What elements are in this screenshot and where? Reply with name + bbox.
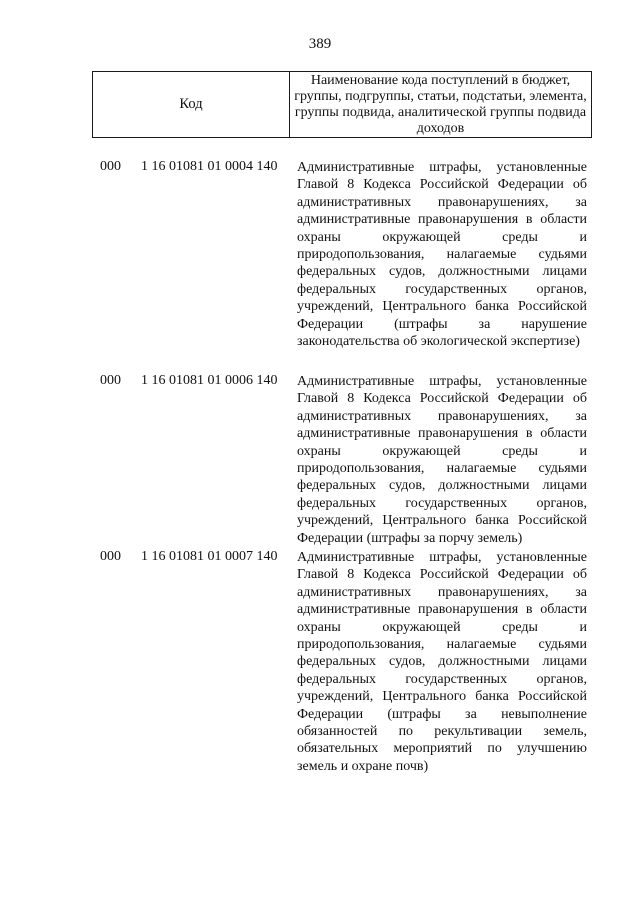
- revenue-description: Административные штрафы, установленные Главой 8 Кодекса Российской Федерации об административных правонарушениях, за административные правонарушения в области охраны окружающей среды и природопользования, налагаемые судьями федеральных судов, должностными лицами федеральных государственных органов, учреждений, Центрального банка Российской Федерации (штрафы за невыполнение обязанностей по рекультивации земель, обязательных мероприятий по улучшению земель и охране почв): [297, 550, 587, 774]
- admin-code: 000: [100, 159, 121, 174]
- revenue-code: 1 16 01081 01 0004 140: [141, 159, 278, 174]
- code-column-header: Код: [93, 72, 290, 137]
- name-column-header: Наименование кода поступлений в бюджет, группы, подгруппы, статьи, подстатьи, элемента, группы подвида, аналитической группы подвида доходов: [294, 72, 587, 136]
- table-header: [92, 71, 592, 138]
- admin-code: 000: [100, 373, 121, 388]
- revenue-description: Административные штрафы, установленные Главой 8 Кодекса Российской Федерации об административных правонарушениях, за административные правонарушения в области охраны окружающей среды и природопользования, налагаемые судьями федеральных судов, должностными лицами федеральных государственных органов, учреждений, Центрального банка Российской Федерации (штрафы за нарушение законодательства об экологической экспертизе): [297, 160, 587, 350]
- page-number: 389: [308, 36, 332, 52]
- revenue-code: 1 16 01081 01 0006 140: [141, 373, 278, 388]
- admin-code: 000: [100, 549, 121, 564]
- revenue-description: Административные штрафы, установленные Главой 8 Кодекса Российской Федерации об административных правонарушениях, за административные правонарушения в области охраны окружающей среды и природопользования, налагаемые судьями федеральных судов, должностными лицами федеральных государственных органов, учреждений, Центрального банка Российской Федерации (штрафы за порчу земель): [297, 374, 587, 546]
- revenue-code: 1 16 01081 01 0007 140: [141, 549, 278, 564]
